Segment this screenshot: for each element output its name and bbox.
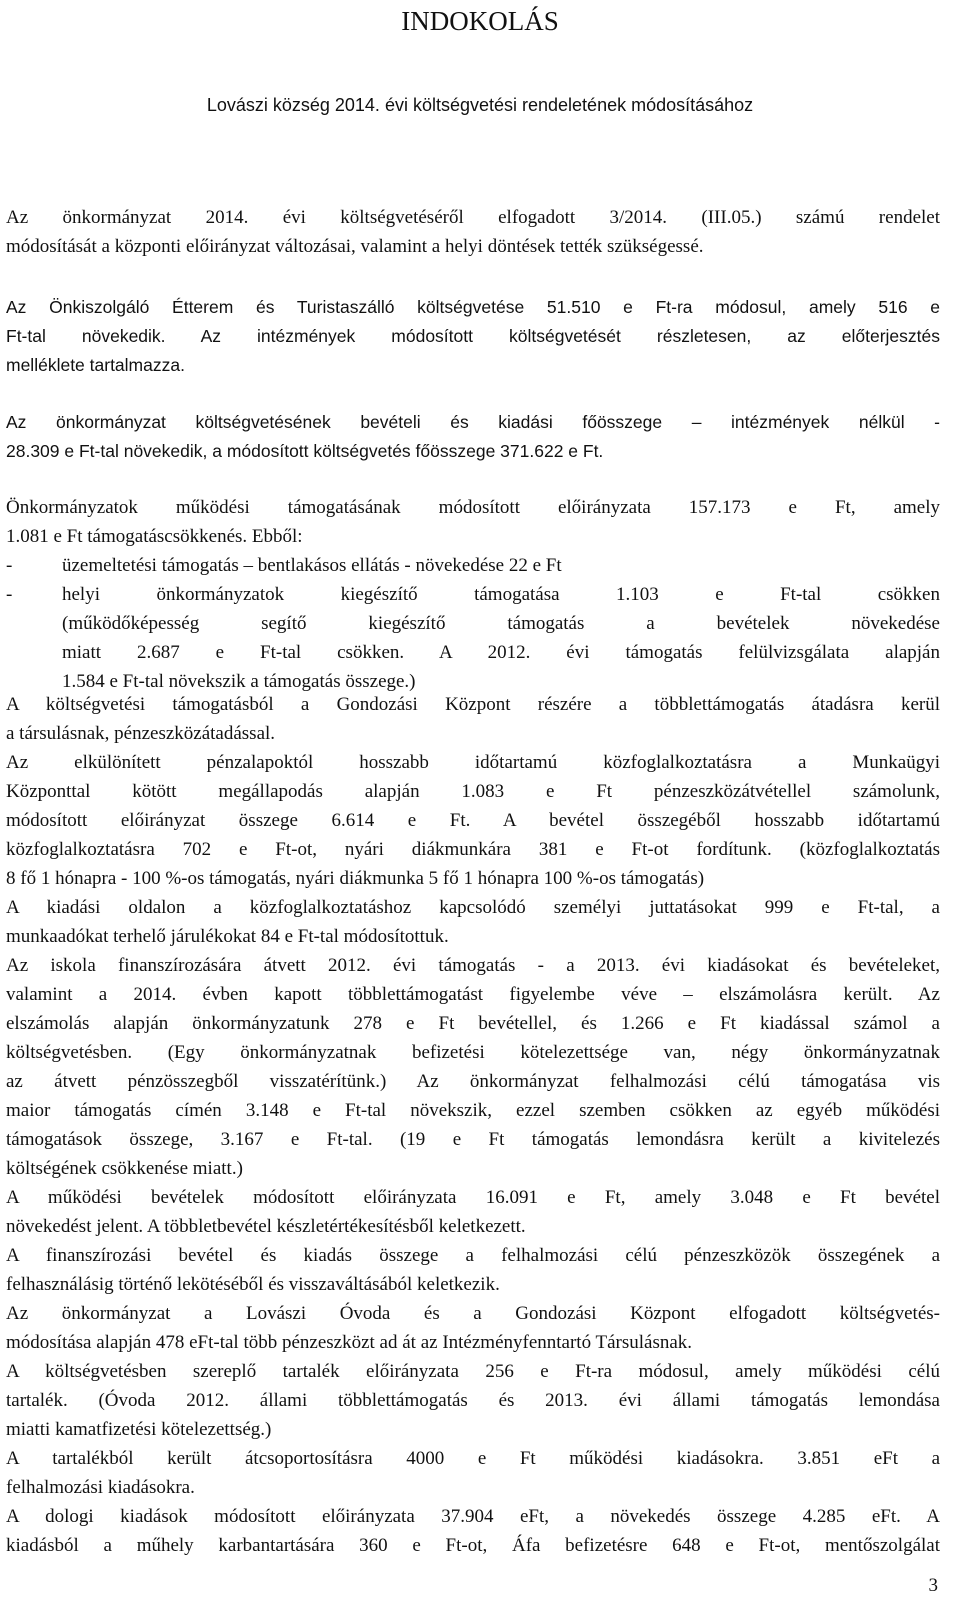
text-line: közfoglalkoztatásra 702 e Ft-ot, nyári diákmunkára 381 e Ft-ot fordítunk. (közfoglalkoztatás <box>6 839 940 860</box>
text-line: felhalmozási kiadásokra. <box>6 1477 195 1498</box>
text-line: módosítását a központi előirányzat változásai, valamint a helyi döntések tették szükségessé. <box>6 236 704 257</box>
page-number: 3 <box>928 1575 938 1596</box>
text-line: Önkormányzatok működési támogatásának módosított előirányzata 157.173 e Ft, amely <box>6 497 940 518</box>
list-item <box>6 580 940 696</box>
document-title: INDOKOLÁS <box>401 6 559 36</box>
text-line: felhasználásig történő lekötéséből és visszaváltásából keletkezik. <box>6 1274 500 1295</box>
text-line: A finanszírozási bevétel és kiadás összege a felhalmozási célú pénzeszközök összegének a <box>6 1245 940 1266</box>
text-line: 8 fő 1 hónapra - 100 %-os támogatás, nyári diákmunka 5 fő 1 hónapra 100 %-os támogatás) <box>6 868 705 889</box>
text-line: az átvett pénzösszegből visszatérítünk.) Az önkormányzat felhalmozási célú támogatása vis <box>6 1071 940 1092</box>
text-line: Az iskola finanszírozására átvett 2012. évi támogatás - a 2013. évi kiadásokat és bevételeket, <box>6 955 940 976</box>
paragraph-body <box>6 690 940 1560</box>
text-line: módosítása alapján 478 eFt-tal több pénzeszközt ad át az Intézményfenntartó Társulásnak. <box>6 1332 693 1353</box>
text-line: miatt 2.687 e Ft-tal csökken. A 2012. évi támogatás felülvizsgálata alapján <box>62 642 940 663</box>
text-line: A tartalékból került átcsoportosításra 4000 e Ft működési kiadásokra. 3.851 eFt a <box>6 1448 940 1469</box>
text-line: támogatások összege, 3.167 e Ft-tal. (19 e Ft támogatás lemondásra került a kivitelezés <box>6 1129 940 1150</box>
text-line: miatti kamatfizetési kötelezettség.) <box>6 1419 272 1440</box>
text-line: melléklete tartalmazza. <box>6 355 185 375</box>
text-line: Az önkormányzat költségvetésének bevételi és kiadási főösszege – intézmények nélkül - <box>6 412 940 432</box>
text-line: 1.081 e Ft támogatáscsökkenés. Ebből: <box>6 526 303 547</box>
text-line: A működési bevételek módosított előirányzata 16.091 e Ft, amely 3.048 e Ft bevétel <box>6 1187 940 1208</box>
text-line: maior támogatás címén 3.148 e Ft-tal növekszik, ezzel szemben csökken az egyéb működési <box>6 1100 940 1121</box>
support-breakdown-list <box>6 551 940 696</box>
list-dash: - <box>6 584 13 605</box>
text-line: A kiadási oldalon a közfoglalkoztatáshoz kapcsolódó személyi juttatásokat 999 e Ft-tal, a <box>6 897 940 918</box>
paragraph-intro <box>6 203 940 261</box>
paragraph-restaurant-budget <box>6 293 940 380</box>
text-line: Ft-tal növekedik. Az intézmények módosított költségvetését részletesen, az előterjesztés <box>6 326 940 346</box>
text-line: elszámolás alapján önkormányzatunk 278 e Ft bevétellel, és 1.266 e Ft kiadással számol a <box>6 1013 940 1034</box>
text-line: kiadásból a műhely karbantartására 360 e Ft-ot, Áfa befizetésre 648 e Ft-ot, mentőszolgálat <box>6 1535 940 1556</box>
text-line: 28.309 e Ft-tal növekedik, a módosított költségvetés főösszege 371.622 e Ft. <box>6 441 604 461</box>
text-line: növekedést jelent. A többletbevétel készletértékesítésből keletkezett. <box>6 1216 526 1237</box>
paragraph-operating-support <box>6 493 940 551</box>
text-line: tartalék. (Óvoda 2012. állami többlettámogatás és 2013. évi állami támogatás lemondása <box>6 1390 940 1411</box>
text-line: a társulásnak, pénzeszközátadással. <box>6 723 276 744</box>
text-line: A költségvetési támogatásból a Gondozási Központ részére a többlettámogatás átadásra kerül <box>6 694 940 715</box>
text-line: Az elkülönített pénzalapoktól hosszabb időtartamú közfoglalkoztatásra a Munkaügyi <box>6 752 940 773</box>
text-line: Az Önkiszolgáló Étterem és Turistaszálló költségvetése 51.510 e Ft-ra módosul, amely 516 e <box>6 297 940 317</box>
text-line: (működőképesség segítő kiegészítő támogatás a bevételek növekedése <box>62 613 940 634</box>
list-dash: - <box>6 555 13 576</box>
text-line: A dologi kiadások módosított előirányzata 37.904 eFt, a növekedés összege 4.285 eFt. A <box>6 1506 940 1527</box>
text-line: munkaadókat terhelő járulékokat 84 e Ft-tal módosítottuk. <box>6 926 449 947</box>
text-line: üzemeltetési támogatás – bentlakásos ellátás - növekedése 22 e Ft <box>62 555 562 576</box>
text-line: módosított előirányzat összege 6.614 e Ft. A bevétel összegéből hosszabb időtartamú <box>6 810 940 831</box>
list-item <box>6 551 940 580</box>
text-line: költségének csökkenése miatt.) <box>6 1158 243 1179</box>
document-subtitle: Lovászi község 2014. évi költségvetési rendeletének módosításához <box>206 95 754 115</box>
text-line: valamint a 2014. évben kapott többlettámogatást figyelembe véve – elszámolásra került. Az <box>6 984 940 1005</box>
text-line: költségvetésben. (Egy önkormányzatnak befizetési kötelezettsége van, négy önkormányzatnak <box>6 1042 940 1063</box>
text-line: Az önkormányzat a Lovászi Óvoda és a Gondozási Központ elfogadott költségvetés- <box>6 1303 940 1324</box>
text-line: helyi önkormányzatok kiegészítő támogatása 1.103 e Ft-tal csökken <box>62 584 940 605</box>
text-line: Az önkormányzat 2014. évi költségvetéséről elfogadott 3/2014. (III.05.) számú rendelet <box>6 207 940 228</box>
text-line: 1.584 e Ft-tal növekszik a támogatás összege.) <box>62 671 416 692</box>
text-line: Központtal kötött megállapodás alapján 1.083 e Ft pénzeszközátvétellel számolunk, <box>6 781 940 802</box>
paragraph-main-total <box>6 408 940 466</box>
text-line: A költségvetésben szereplő tartalék előirányzata 256 e Ft-ra módosul, amely működési célú <box>6 1361 940 1382</box>
